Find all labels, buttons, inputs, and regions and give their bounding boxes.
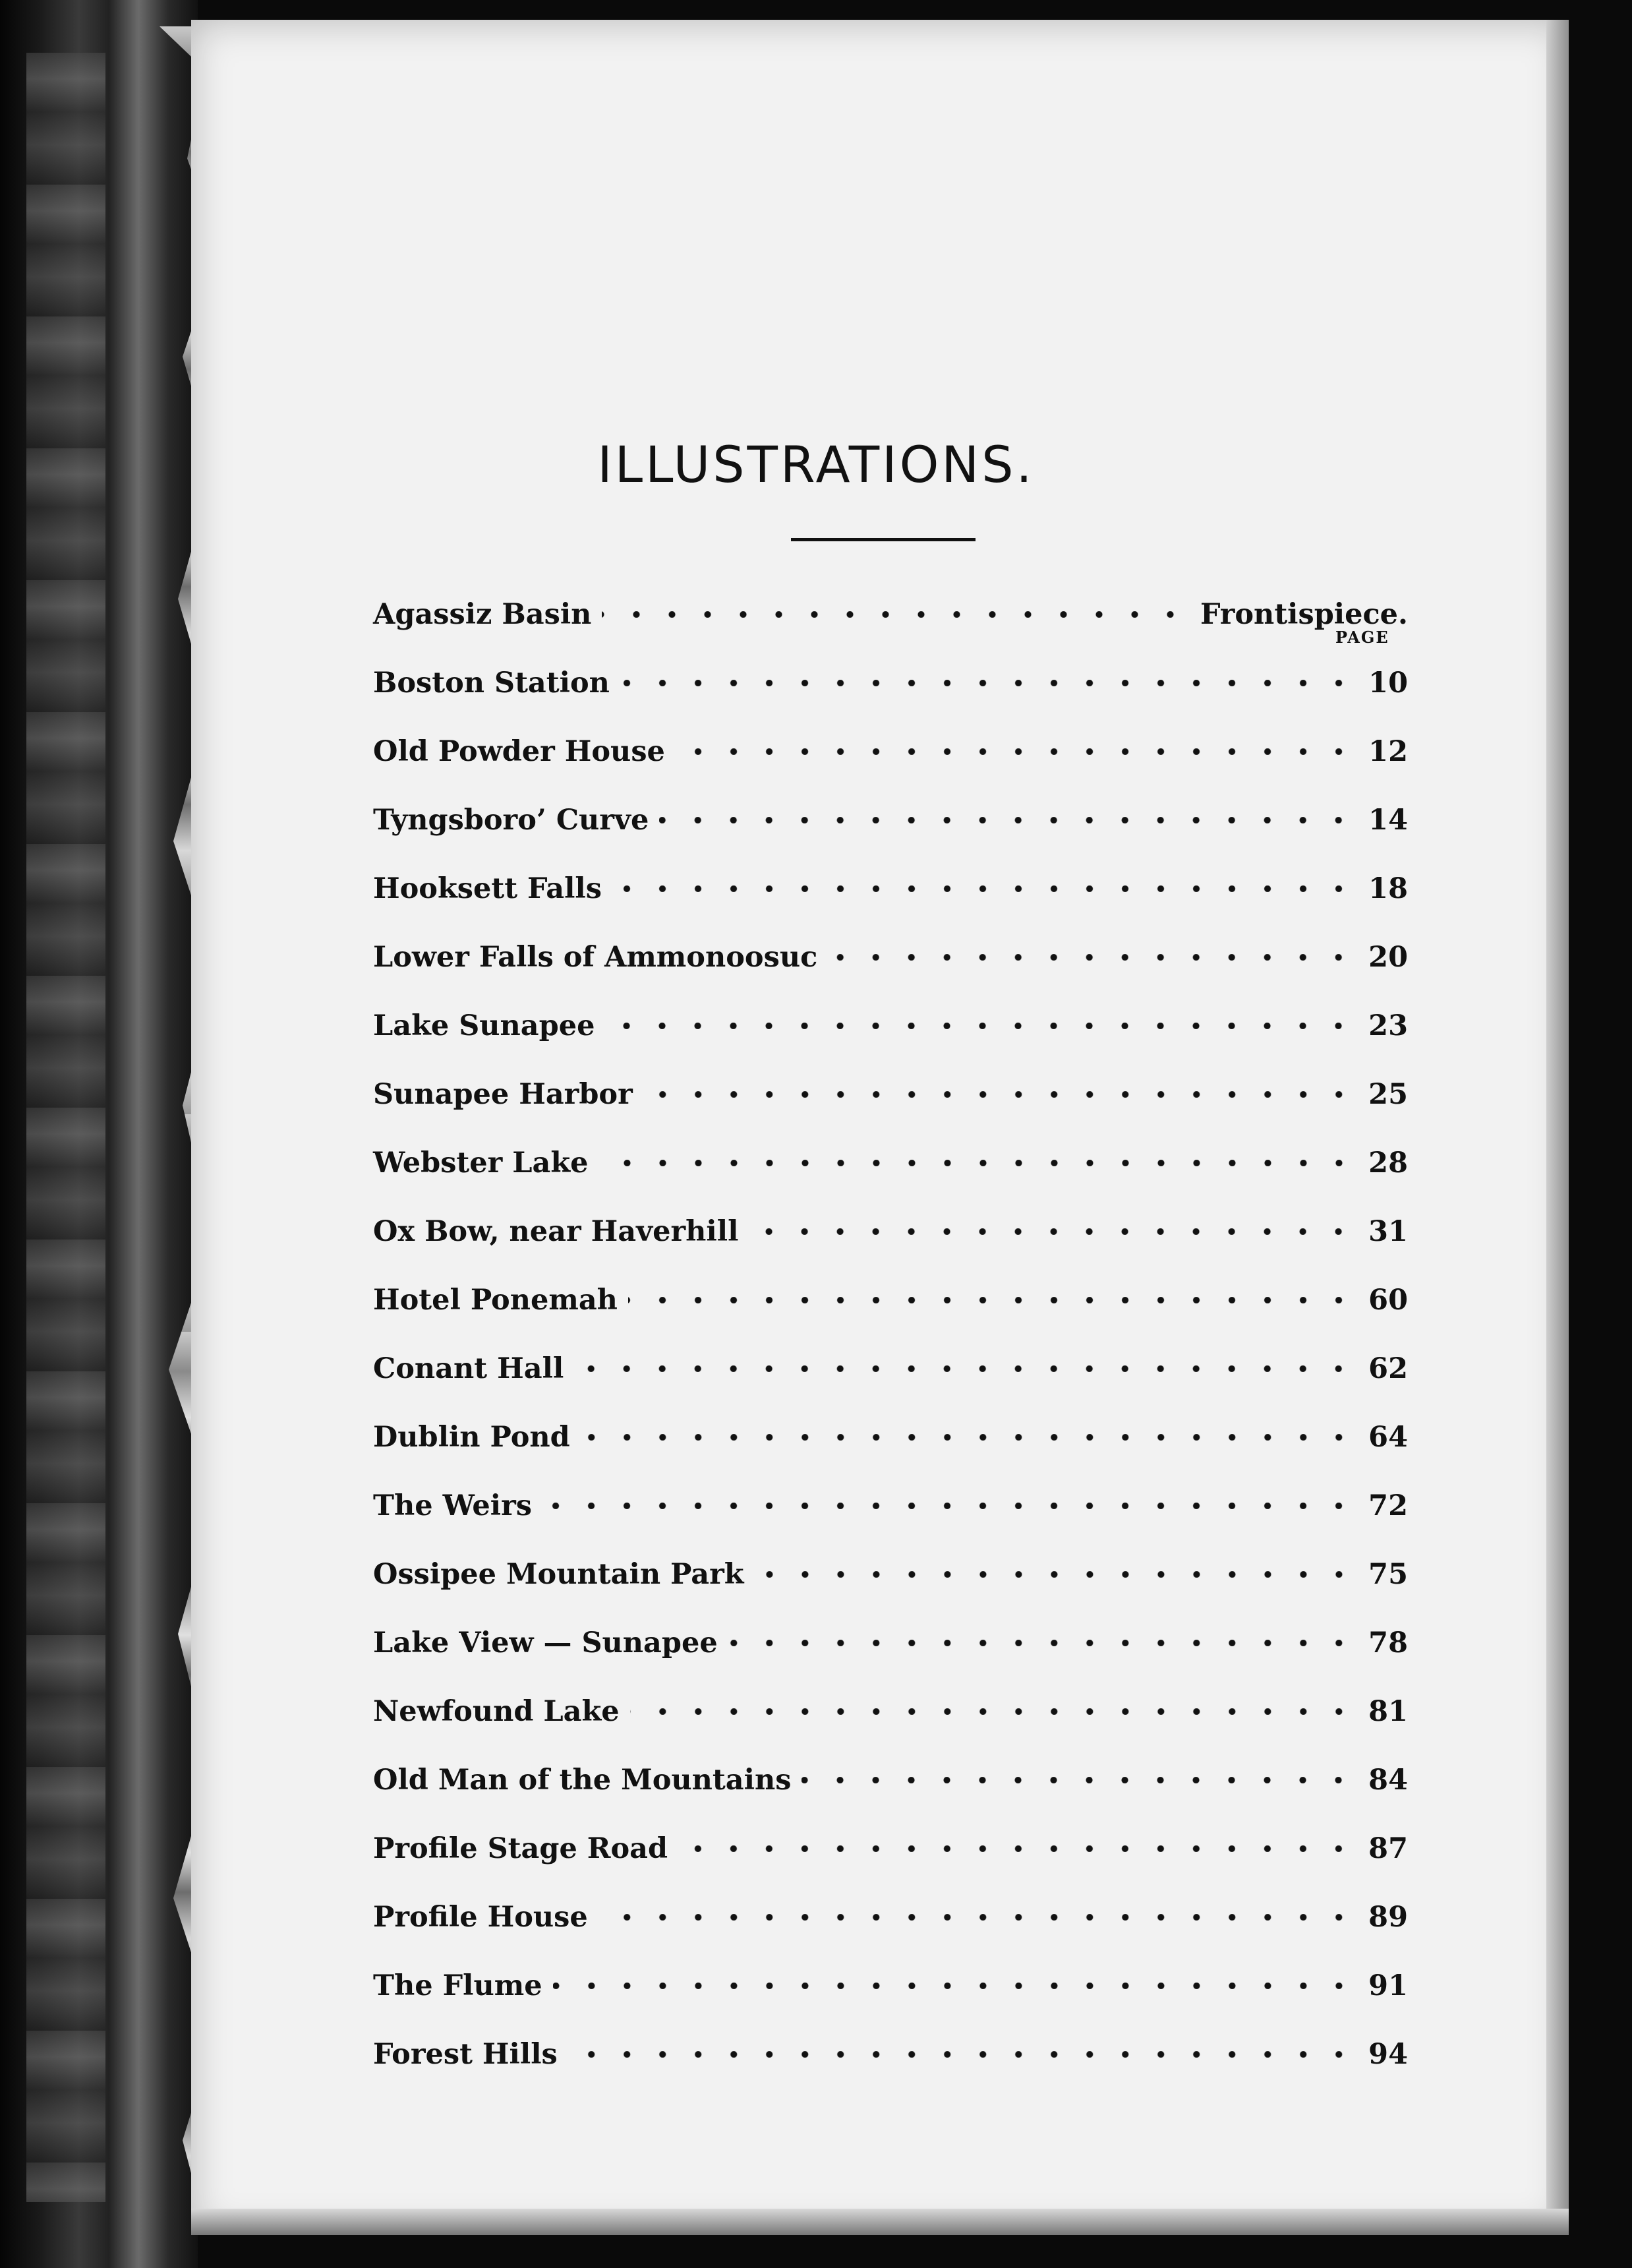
entry-title: Sunapee Harbor [373, 1078, 633, 1111]
list-item [373, 649, 1408, 717]
entry-page: 28 [1368, 1147, 1408, 1179]
entry-title: Conant Hall [373, 1352, 564, 1385]
list-item [373, 1609, 1408, 1677]
entry-title: Boston Station [373, 667, 610, 700]
entry-page: 64 [1368, 1421, 1408, 1454]
list-item [373, 1403, 1408, 1472]
entry-page: 75 [1368, 1558, 1408, 1591]
dot-leader [602, 611, 1188, 618]
entry-title: Profile House [373, 1901, 588, 1934]
entry-page: 89 [1368, 1901, 1408, 1934]
dot-leader [542, 1503, 1356, 1509]
dot-leader [630, 1708, 1356, 1715]
dot-leader [828, 954, 1356, 961]
list-item [373, 854, 1408, 923]
entry-page: 94 [1368, 2038, 1408, 2071]
dot-leader [728, 1640, 1356, 1646]
page-column-label: PAGE [1335, 628, 1389, 647]
entry-page: 81 [1368, 1695, 1408, 1728]
entry-title: Webster Lake [373, 1147, 589, 1179]
entry-title: Profile Stage Road [373, 1832, 668, 1865]
entry-page: 20 [1368, 941, 1408, 974]
dot-leader [755, 1571, 1356, 1578]
entry-title: The Weirs [373, 1489, 532, 1522]
page-edge-shadow [1546, 20, 1569, 2235]
list-item [373, 580, 1408, 649]
entry-page: 10 [1368, 667, 1408, 700]
entry-title: Lake View — Sunapee [373, 1626, 718, 1659]
dot-leader [568, 2051, 1356, 2058]
binding-texture [26, 53, 105, 2202]
list-item [373, 1334, 1408, 1403]
entry-title: Lake Sunapee [373, 1009, 595, 1042]
list-item [373, 1746, 1408, 1814]
illustrations-list [373, 580, 1408, 2089]
entry-title: Newfound Lake [373, 1695, 620, 1728]
entry-title: Agassiz Basin [373, 598, 592, 631]
entry-title: Ox Bow, near Haverhill [373, 1215, 739, 1248]
entry-title: Lower Falls of Ammonoosuc [373, 941, 818, 974]
title-rule [791, 538, 976, 541]
list-item [373, 923, 1408, 992]
list-item [373, 1883, 1408, 1952]
entry-page: 62 [1368, 1352, 1408, 1385]
list-item [373, 1677, 1408, 1746]
entry-page: 72 [1368, 1489, 1408, 1522]
list-item [373, 1952, 1408, 2020]
dot-leader [605, 1023, 1356, 1029]
dot-leader [574, 1365, 1356, 1372]
entry-title: Hooksett Falls [373, 872, 602, 905]
entry-page: 23 [1368, 1009, 1408, 1042]
dot-leader [678, 1845, 1356, 1852]
dot-leader [620, 680, 1356, 686]
list-item [373, 992, 1408, 1060]
entry-page: 25 [1368, 1078, 1408, 1111]
entry-title: Tyngsboro’ Curve [373, 804, 649, 837]
dot-leader [612, 885, 1356, 892]
list-item [373, 1814, 1408, 1883]
list-item [373, 786, 1408, 854]
entry-title: The Flume [373, 1969, 542, 2002]
list-item [373, 2020, 1408, 2089]
scan-background-right [1569, 0, 1632, 2268]
list-item [373, 1129, 1408, 1197]
entry-page: 91 [1368, 1969, 1408, 2002]
entry-page: 78 [1368, 1626, 1408, 1659]
dot-leader [801, 1777, 1356, 1783]
entry-page: Frontispiece. [1200, 598, 1408, 631]
entry-page: 87 [1368, 1832, 1408, 1865]
dot-leader [643, 1091, 1356, 1098]
entry-page: 60 [1368, 1284, 1408, 1317]
dot-leader [598, 1914, 1356, 1921]
dot-leader [676, 748, 1356, 755]
entry-title: Forest Hills [373, 2038, 558, 2071]
entry-page: 31 [1368, 1215, 1408, 1248]
entry-title: Ossipee Mountain Park [373, 1558, 744, 1591]
page-title: ILLUSTRATIONS. [597, 435, 1035, 494]
page-bottom-shadow [191, 2209, 1569, 2235]
list-item [373, 1472, 1408, 1540]
dot-leader [659, 817, 1356, 823]
dot-leader [749, 1228, 1356, 1235]
entry-title: Old Man of the Mountains [373, 1764, 792, 1797]
list-item [373, 1266, 1408, 1334]
book-binding [0, 0, 198, 2268]
list-item [373, 1197, 1408, 1266]
list-item [373, 717, 1408, 786]
entry-title: Hotel Ponemah [373, 1284, 618, 1317]
dot-leader [628, 1297, 1356, 1303]
entry-title: Dublin Pond [373, 1421, 570, 1454]
dot-leader [599, 1160, 1356, 1166]
dot-leader [553, 1983, 1356, 1989]
entry-page: 14 [1368, 804, 1408, 837]
entry-page: 84 [1368, 1764, 1408, 1797]
entry-title: Old Powder House [373, 735, 665, 768]
dot-leader [581, 1434, 1356, 1441]
entry-page: 18 [1368, 872, 1408, 905]
list-item [373, 1540, 1408, 1609]
entry-page: 12 [1368, 735, 1408, 768]
list-item [373, 1060, 1408, 1129]
